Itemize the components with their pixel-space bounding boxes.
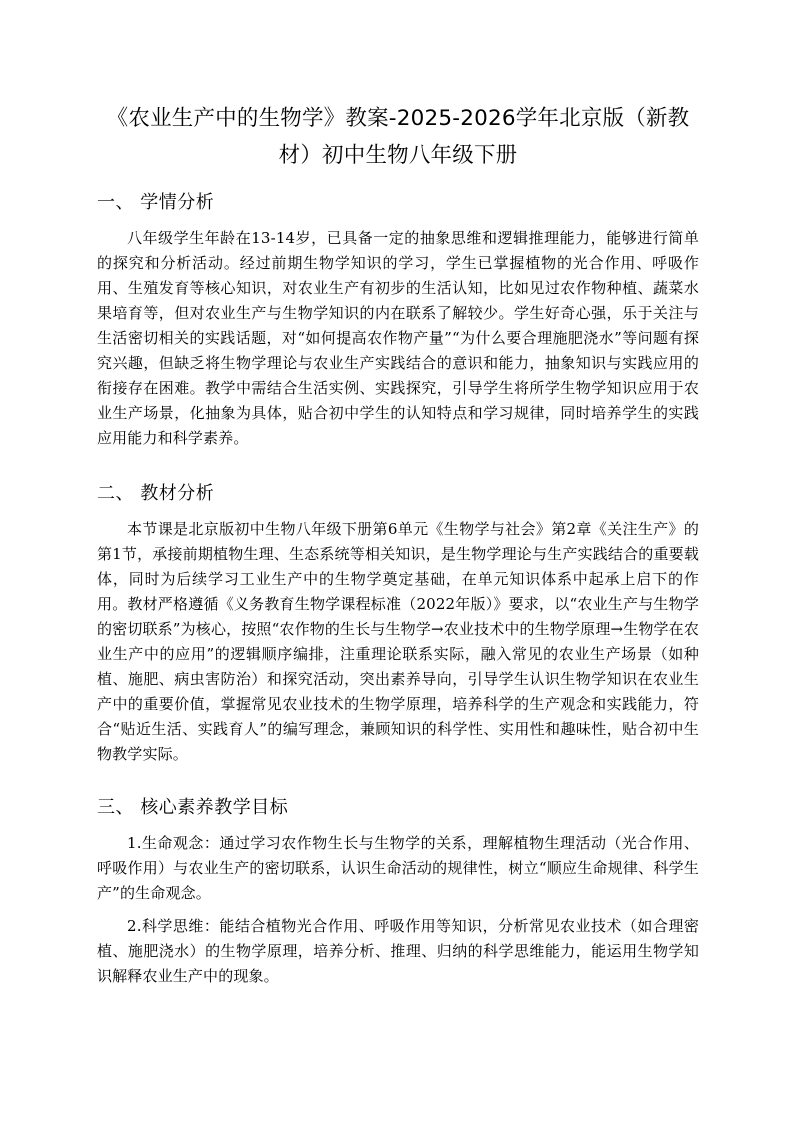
objective-life-concept-paragraph: 1.生命观念：通过学习农作物生长与生物学的关系，理解植物生理活动（光合作用、呼吸作用）与农业生产的密切联系，认识生命活动的规律性，树立“顺应生命规律、科学生产”的生命观念。 [97, 834, 699, 902]
section-heading-textbook-analysis: 二、 教材分析 [97, 483, 215, 504]
document-page [97, 100, 699, 989]
document-title: 《农业生产中的生物学》教案-2025-2026学年北京版（新教材）初中生物八年级下册 [106, 106, 690, 168]
section-heading-student-analysis: 一、 学情分析 [97, 192, 215, 213]
student-analysis-paragraph: 八年级学生年龄在13-14岁，已具备一定的抽象思维和逻辑推理能力，能够进行简单的探究和分析活动。经过前期生物学知识的学习，学生已掌握植物的光合作用、呼吸作用、生殖发育等核心知识，对农业生产有初步的生活认知，比如见过农作物种植、蔬菜水果培育等，但对农业生产与生物学知识的内在联系了解较少。学生好奇心强，乐于关注与生活密切相关的实践话题，对“如何提高农作物产量”“为什么要合理施肥浇水”等问题有探究兴趣，但缺乏将生物学理论与农业生产实践结合的意识和能力，抽象知识与实践应用的衔接存在困难。教学中需结合生活实例、实践探究，引导学生将所学生物学知识应用于农业生产场景，化抽象为具体，贴合初中学生的认知特点和学习规律，同时培养学生的实践应用能力和科学素养。 [97, 229, 699, 447]
textbook-analysis-paragraph: 本节课是北京版初中生物八年级下册第6单元《生物学与社会》第2章《关注生产》的第1节，承接前期植物生理、生态系统等相关知识，是生物学理论与生产实践结合的重要载体，同时为后续学习工业生产中的生物学奠定基础，在单元知识体系中起承上启下的作用。教材严格遵循《义务教育生物学课程标准（2022年版）》要求，以“农业生产与生物学的密切联系”为核心，按照“农作物的生长与生物学→农业技术中的生物学原理→生物学在农业生产中的应用”的逻辑顺序编排，注重理论联系实际，融入常见的农业生产场景（如种植、施肥、病虫害防治）和探究活动，突出素养导向，引导学生认识生物学知识在农业生产中的重要价值，掌握常见农业技术的生物学原理，培养科学的生产观念和实践能力，符合“贴近生活、实践育人”的编写理念，兼顾知识的科学性、实用性和趣味性，贴合初中生物教学实际。 [97, 520, 699, 763]
section-heading-teaching-objectives: 三、 核心素养教学目标 [97, 797, 289, 818]
objective-scientific-thinking-paragraph: 2.科学思维：能结合植物光合作用、呼吸作用等知识，分析常见农业技术（如合理密植、施肥浇水）的生物学原理，培养分析、推理、归纳的科学思维能力，能运用生物学知识解释农业生产中的现象。 [97, 917, 699, 985]
